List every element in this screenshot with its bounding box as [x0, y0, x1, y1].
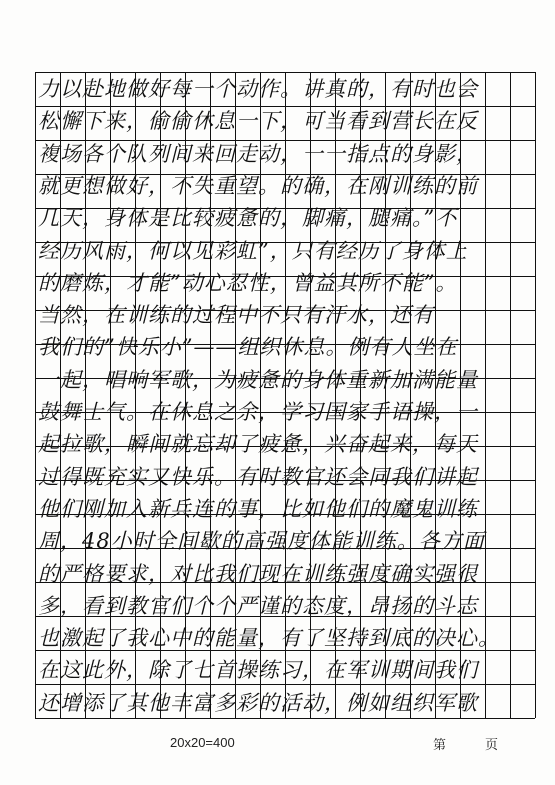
handwritten-line-text: 几天，身体是比较疲惫的，脚痛，腿痛。”不 — [38, 206, 458, 230]
page-suffix-label: 页 — [485, 738, 499, 753]
handwritten-line-text: 的磨炼，才能”动心忍性，曾益其所不能”。 — [38, 271, 458, 295]
text-line — [35, 330, 535, 362]
text-line — [35, 460, 535, 492]
text-line — [35, 427, 535, 459]
handwritten-line-text: 也激起了我心中的能量，有了坚持到底的决心。 — [38, 626, 500, 650]
grid-row-line — [35, 718, 535, 719]
grid-spec-label: 20x20=400 — [170, 735, 235, 750]
handwritten-line-text: 起拉歌，瞬间就忘却了疲惫，兴奋起来，每天 — [38, 432, 478, 456]
handwritten-line-text: 周，48小时全间歇的高强度体能训练。各方面 — [38, 529, 485, 553]
handwritten-line-text: 多，看到教官们个个严谨的态度，昂扬的斗志 — [38, 594, 478, 618]
handwritten-line-text: 的严格要求，对比我们现在训练强度确实强很 — [38, 562, 478, 586]
page-prefix-label: 第 — [433, 738, 447, 753]
text-line — [35, 492, 535, 524]
handwritten-line-text: 过得既充实又快乐。有时教官还会同我们讲起 — [38, 465, 478, 489]
handwritten-line-text: 就更想做好，不失重望。的确，在刚训练的前 — [38, 174, 478, 198]
text-line — [35, 557, 535, 589]
handwritten-line-text: 还增添了其他丰富多彩的活动，例如组织军歌 — [38, 691, 478, 715]
text-line — [35, 686, 535, 718]
text-line — [35, 72, 535, 104]
handwritten-line-text: 鼓舞士气。在休息之余，学习国家手语操，一 — [38, 400, 478, 424]
text-line — [35, 589, 535, 621]
handwritten-line-text: 当然，在训练的过程中不只有汗水，还有 — [38, 303, 434, 327]
text-line — [35, 234, 535, 266]
text-line — [35, 201, 535, 233]
handwritten-line-text: 一起，唱响军歌，为疲惫的身体重新加满能量 — [38, 368, 478, 392]
text-line — [35, 653, 535, 685]
handwritten-line-text: 经历风雨，何以见彩虹”，只有经历了身体上 — [38, 239, 468, 263]
text-line — [35, 137, 535, 169]
handwritten-line-text: 在这此外，除了七首操练习，在军训期间我们 — [38, 658, 478, 682]
grid-column-line — [535, 72, 536, 718]
text-line — [35, 395, 535, 427]
handwritten-line-text: 他们刚加入新兵连的事，比如他们的魔鬼训练 — [38, 497, 478, 521]
text-line — [35, 621, 535, 653]
text-line — [35, 524, 535, 556]
text-line — [35, 266, 535, 298]
handwritten-line-text: 力以赴地做好每一个动作。讲真的，有时也会 — [38, 77, 478, 101]
manuscript-grid — [35, 72, 535, 718]
text-line — [35, 363, 535, 395]
text-line — [35, 298, 535, 330]
text-line — [35, 169, 535, 201]
handwritten-line-text: 我们的”快乐小”——组织休息。例有人坐在 — [38, 335, 458, 359]
handwritten-line-text: 複场各个队列间来回走动，一一指点的身影， — [38, 142, 478, 166]
handwritten-line-text: 松懈下来，偷偷休息一下，可当看到营长在反 — [38, 109, 478, 133]
text-line — [35, 104, 535, 136]
